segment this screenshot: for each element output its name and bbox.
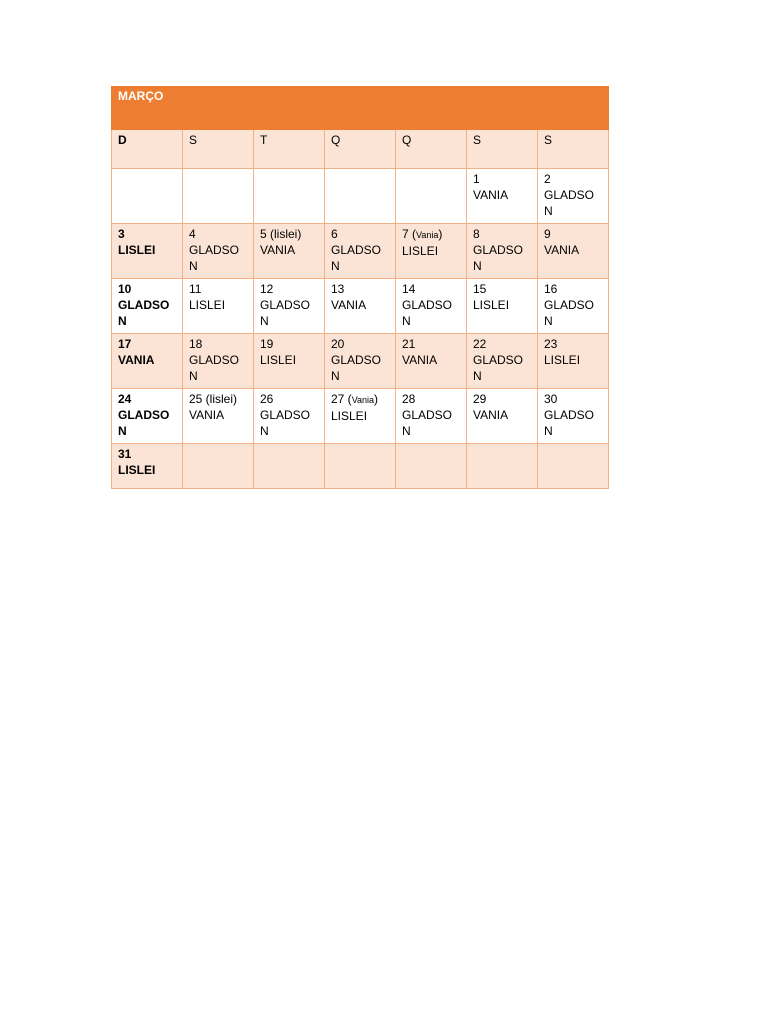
day-number-text: 14 <box>402 282 416 296</box>
assigned-person: LISLEI <box>331 409 368 423</box>
assigned-person: GLADSON <box>402 408 453 438</box>
day-number-text: 2 <box>544 172 551 186</box>
calendar-day-cell <box>538 279 609 334</box>
day-number <box>544 281 602 297</box>
calendar-day-cell <box>396 279 467 334</box>
day-number-text: 10 <box>118 282 132 296</box>
calendar-weeks <box>112 169 609 489</box>
calendar-week-row <box>112 389 609 444</box>
day-number <box>402 391 460 407</box>
day-number-text: 29 <box>473 392 487 406</box>
day-number <box>473 391 531 407</box>
day-number <box>473 171 531 187</box>
day-number <box>189 336 247 352</box>
day-number-text: 30 <box>544 392 558 406</box>
day-number-text: 22 <box>473 337 487 351</box>
calendar-day-cell <box>325 334 396 389</box>
calendar-day-cell <box>467 169 538 224</box>
weekday-header-row <box>112 130 609 169</box>
calendar-day-cell <box>112 334 183 389</box>
day-number <box>473 281 531 297</box>
day-number-text: 31 <box>118 447 132 461</box>
day-number-text: 18 <box>189 337 203 351</box>
weekday-header: Q <box>325 130 396 169</box>
day-number-text: 17 <box>118 337 132 351</box>
calendar-day-cell <box>254 444 325 489</box>
calendar-day-cell <box>254 279 325 334</box>
assigned-person: GLADSON <box>544 188 595 218</box>
day-note: Vania <box>351 395 375 405</box>
day-number <box>189 226 247 242</box>
day-number-text: 3 <box>118 227 125 241</box>
weekday-header: S <box>538 130 609 169</box>
calendar-day-cell <box>467 279 538 334</box>
calendar-day-cell <box>325 169 396 224</box>
day-number-text: 5 (lislei) <box>260 227 302 241</box>
weekday-header: S <box>183 130 254 169</box>
day-number <box>189 391 247 407</box>
day-number-text: 27 ( <box>331 392 352 406</box>
day-number <box>189 281 247 297</box>
calendar-day-cell <box>183 279 254 334</box>
assigned-person: GLADSON <box>331 243 382 273</box>
assigned-person: GLADSON <box>402 298 453 328</box>
assigned-person: GLADSON <box>118 298 170 328</box>
calendar-week-row <box>112 279 609 334</box>
calendar-day-cell <box>254 224 325 279</box>
calendar-title-row <box>112 87 609 130</box>
assigned-person: VANIA <box>473 188 509 202</box>
weekday-header: D <box>112 130 183 169</box>
calendar-day-cell <box>467 334 538 389</box>
day-number-text: 7 ( <box>402 227 417 241</box>
calendar-day-cell <box>254 389 325 444</box>
day-number-text: 19 <box>260 337 274 351</box>
day-number <box>118 281 176 297</box>
weekday-header: Q <box>396 130 467 169</box>
day-number-text: 1 <box>473 172 480 186</box>
day-number <box>544 226 602 242</box>
assigned-person: GLADSON <box>473 243 524 273</box>
assigned-person: GLADSON <box>260 298 311 328</box>
day-number <box>473 336 531 352</box>
day-number <box>331 391 389 408</box>
assigned-person: VANIA <box>544 243 580 257</box>
calendar-day-cell <box>325 389 396 444</box>
assigned-person: LISLEI <box>544 353 581 367</box>
day-number-text: 23 <box>544 337 558 351</box>
calendar-day-cell <box>183 334 254 389</box>
day-number <box>260 336 318 352</box>
calendar-day-cell <box>112 224 183 279</box>
calendar-week-row <box>112 224 609 279</box>
day-number-text: 28 <box>402 392 416 406</box>
day-number <box>544 336 602 352</box>
day-number-text: 9 <box>544 227 551 241</box>
assigned-person: GLADSON <box>189 243 240 273</box>
day-number-text: 6 <box>331 227 338 241</box>
weekday-header: S <box>467 130 538 169</box>
day-number-text: 24 <box>118 392 132 406</box>
calendar-day-cell <box>112 444 183 489</box>
calendar-day-cell <box>325 444 396 489</box>
day-number-text: 26 <box>260 392 274 406</box>
day-number-text: 25 (lislei) <box>189 392 238 406</box>
calendar-day-cell <box>538 169 609 224</box>
day-number-text: 16 <box>544 282 558 296</box>
calendar-day-cell <box>183 444 254 489</box>
calendar-day-cell <box>183 224 254 279</box>
assigned-person: VANIA <box>260 243 296 257</box>
day-number-text: 20 <box>331 337 345 351</box>
assigned-person: GLADSON <box>544 298 595 328</box>
calendar-day-cell <box>396 334 467 389</box>
day-number-text: 21 <box>402 337 416 351</box>
assigned-person: VANIA <box>331 298 367 312</box>
calendar-day-cell <box>183 169 254 224</box>
day-number <box>544 171 602 187</box>
assigned-person: VANIA <box>189 408 225 422</box>
assigned-person: GLADSON <box>260 408 311 438</box>
day-number <box>331 226 389 242</box>
day-number <box>260 281 318 297</box>
assigned-person: VANIA <box>473 408 509 422</box>
calendar-day-cell <box>467 444 538 489</box>
day-number <box>118 391 176 407</box>
assigned-person: GLADSON <box>331 353 382 383</box>
day-number-text: 12 <box>260 282 274 296</box>
day-note-close: ) <box>438 227 443 241</box>
calendar-day-cell <box>112 169 183 224</box>
day-number <box>544 391 602 407</box>
calendar-day-cell <box>467 224 538 279</box>
calendar-day-cell <box>325 224 396 279</box>
day-number <box>118 336 176 352</box>
day-number-text: 8 <box>473 227 480 241</box>
day-number <box>118 446 176 462</box>
day-number <box>118 226 176 242</box>
calendar-day-cell <box>538 334 609 389</box>
calendar-day-cell <box>396 169 467 224</box>
calendar-day-cell <box>112 389 183 444</box>
assigned-person: GLADSON <box>544 408 595 438</box>
day-number-text: 15 <box>473 282 487 296</box>
calendar-day-cell <box>538 389 609 444</box>
calendar-week-row <box>112 444 609 489</box>
day-number <box>402 226 460 243</box>
day-number <box>402 336 460 352</box>
day-number <box>260 226 318 242</box>
assigned-person: VANIA <box>402 353 438 367</box>
assigned-person: LISLEI <box>189 298 226 312</box>
assigned-person: LISLEI <box>402 244 439 258</box>
calendar-day-cell <box>254 334 325 389</box>
assigned-person: LISLEI <box>118 243 156 257</box>
assigned-person: VANIA <box>118 353 155 367</box>
day-number-text: 4 <box>189 227 196 241</box>
month-title: MARÇO <box>112 87 609 130</box>
calendar-day-cell <box>112 279 183 334</box>
assigned-person: LISLEI <box>260 353 297 367</box>
assigned-person: GLADSON <box>189 353 240 383</box>
calendar-day-cell <box>396 224 467 279</box>
day-number <box>331 281 389 297</box>
day-number <box>473 226 531 242</box>
calendar-day-cell <box>538 224 609 279</box>
assigned-person: LISLEI <box>118 463 156 477</box>
calendar-day-cell <box>183 389 254 444</box>
calendar-week-row <box>112 334 609 389</box>
day-number <box>331 336 389 352</box>
day-number-text: 13 <box>331 282 345 296</box>
assigned-person: LISLEI <box>473 298 510 312</box>
calendar-day-cell <box>254 169 325 224</box>
day-note: Vania <box>416 230 439 240</box>
calendar-day-cell <box>538 444 609 489</box>
day-number <box>260 391 318 407</box>
assigned-person: GLADSON <box>118 408 170 438</box>
calendar-day-cell <box>325 279 396 334</box>
calendar-day-cell <box>396 444 467 489</box>
month-calendar-table <box>111 86 609 489</box>
weekday-header: T <box>254 130 325 169</box>
calendar-week-row <box>112 169 609 224</box>
calendar-day-cell <box>467 389 538 444</box>
assigned-person: GLADSON <box>473 353 524 383</box>
day-number <box>402 281 460 297</box>
day-number-text: 11 <box>189 282 202 296</box>
day-note-close: ) <box>374 392 379 406</box>
calendar-day-cell <box>396 389 467 444</box>
